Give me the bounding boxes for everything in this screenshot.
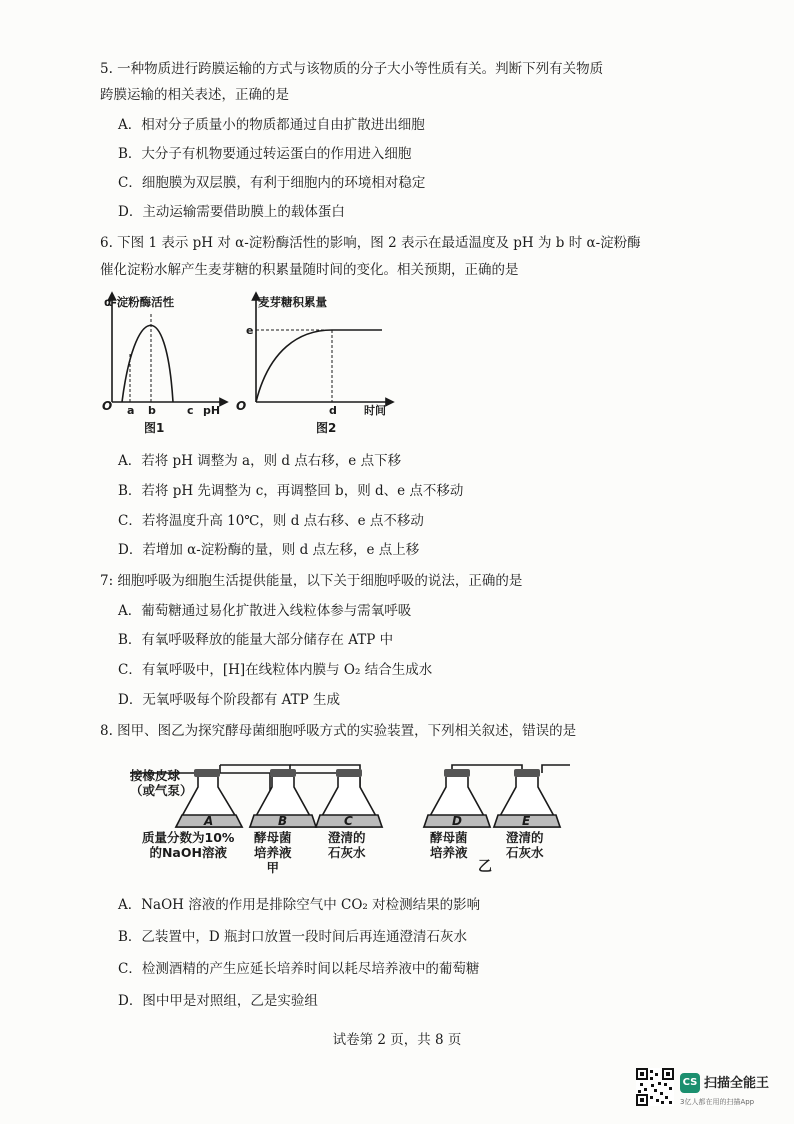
- q6-option-a: A．若将 pH 调整为 a，则 d 点右移，e 点下移: [118, 453, 402, 469]
- q7-option-c: C．有氧呼吸中，[H]在线粒体内膜与 O₂ 结合生成水: [118, 662, 433, 678]
- q8-option-d: D．图中甲是对照组，乙是实验组: [118, 993, 318, 1009]
- flask-b-letter: B: [278, 814, 288, 828]
- q8-option-c: C．检测酒精的产生应延长培养时间以耗尽培养液中的葡萄糖: [118, 961, 480, 977]
- fig1-tick-c: c: [187, 404, 194, 417]
- fig1-tick-a: a: [127, 404, 135, 417]
- q8-option-a: A．NaOH 溶液的作用是排除空气中 CO₂ 对检测结果的影响: [118, 897, 481, 913]
- scanner-brand: 扫描全能王: [704, 1076, 770, 1091]
- fig2-tick-e: e: [246, 324, 254, 337]
- fig1-origin: O: [102, 399, 113, 413]
- q5-stem-line2: 跨膜运输的相关表述，正确的是: [100, 87, 289, 103]
- q7-stem: 7: 细胞呼吸为细胞生活提供能量，以下关于细胞呼吸的说法，正确的是: [100, 573, 523, 589]
- q6-stem-line1: 6. 下图 1 表示 pH 对 α-淀粉酶活性的影响，图 2 表示在最适温度及 pH 为 b 时 α-淀粉酶: [100, 235, 641, 251]
- fig2-origin: O: [236, 399, 247, 413]
- flask-e-letter: E: [522, 814, 531, 828]
- fig1-y-label: α-淀粉酶活性: [104, 295, 175, 309]
- q7-option-b: B．有氧呼吸释放的能量大部分储存在 ATP 中: [118, 632, 394, 648]
- flask-a-letter: A: [204, 814, 214, 828]
- fig1-caption: 图1: [144, 421, 165, 435]
- q6-stem-line2: 催化淀粉水解产生麦芽糖的积累量随时间的变化。相关预期，正确的是: [100, 262, 519, 278]
- flasks: [176, 777, 560, 827]
- pump-label: 接橡皮球 （或气泵）: [130, 768, 193, 798]
- fig2-tick-d: d: [329, 404, 337, 417]
- q5-option-a: A．相对分子质量小的物质都通过自由扩散进出细胞: [118, 117, 425, 133]
- flask-a-label: 质量分数为10% 的NaOH溶液: [142, 830, 235, 860]
- q6-option-b: B．若将 pH 先调整为 c，再调整回 b，则 d、e 点不移动: [118, 483, 464, 499]
- q8-apparatus-diagram: [130, 755, 580, 835]
- fig2-caption: 图2: [316, 421, 337, 435]
- group-jia-label: 甲: [266, 860, 280, 875]
- cs-logo-icon: CS: [680, 1073, 700, 1093]
- flask-d-letter: D: [452, 814, 462, 828]
- scanner-tagline: 3亿人都在用的扫描App: [680, 1098, 755, 1106]
- q7-option-d: D．无氧呼吸每个阶段都有 ATP 生成: [118, 692, 341, 708]
- flask-d-label: 酵母菌 培养液: [430, 830, 468, 860]
- flask-c-letter: C: [344, 814, 353, 828]
- fig1-tick-b: b: [148, 404, 156, 417]
- q8-stem: 8. 图甲、图乙为探究酵母菌细胞呼吸方式的实验装置，下列相关叙述，错误的是: [100, 723, 577, 739]
- fig2-x-label: 时间: [364, 404, 386, 417]
- q8-option-b: B．乙装置中，D 瓶封口放置一段时间后再连通澄清石灰水: [118, 929, 468, 945]
- flask-e-label: 澄清的 石灰水: [506, 830, 544, 860]
- q5-option-c: C．细胞膜为双层膜，有利于细胞内的环境相对稳定: [118, 175, 426, 191]
- q6-option-d: D．若增加 α-淀粉酶的量，则 d 点左移，e 点上移: [118, 542, 420, 558]
- figure-2-maltose-accumulation: [236, 290, 394, 440]
- q5-option-d: D．主动运输需要借助膜上的载体蛋白: [118, 204, 345, 220]
- fig2-y-label: 麦芽糖积累量: [258, 295, 327, 309]
- flask-c-label: 澄清的 石灰水: [328, 830, 366, 860]
- q6-option-c: C．若将温度升高 10℃，则 d 点右移、e 点不移动: [118, 513, 424, 529]
- flask-b-label: 酵母菌 培养液 甲: [254, 830, 292, 875]
- group-yi-label: 乙: [478, 859, 492, 875]
- fig1-x-label: pH: [203, 404, 221, 417]
- q5-option-b: B．大分子有机物要通过转运蛋白的作用进入细胞: [118, 146, 412, 162]
- page-footer: 试卷第 2 页，共 8 页: [332, 1032, 462, 1048]
- figure-1-enzyme-activity: [100, 290, 230, 440]
- fig2-accumulation-curve: [256, 330, 382, 402]
- q5-stem-line1: 5. 一种物质进行跨膜运输的方式与该物质的分子大小等性质有关。判断下列有关物质: [100, 61, 604, 77]
- q7-option-a: A．葡萄糖通过易化扩散进入线粒体参与需氧呼吸: [118, 603, 412, 619]
- qr-code-icon: [636, 1068, 674, 1106]
